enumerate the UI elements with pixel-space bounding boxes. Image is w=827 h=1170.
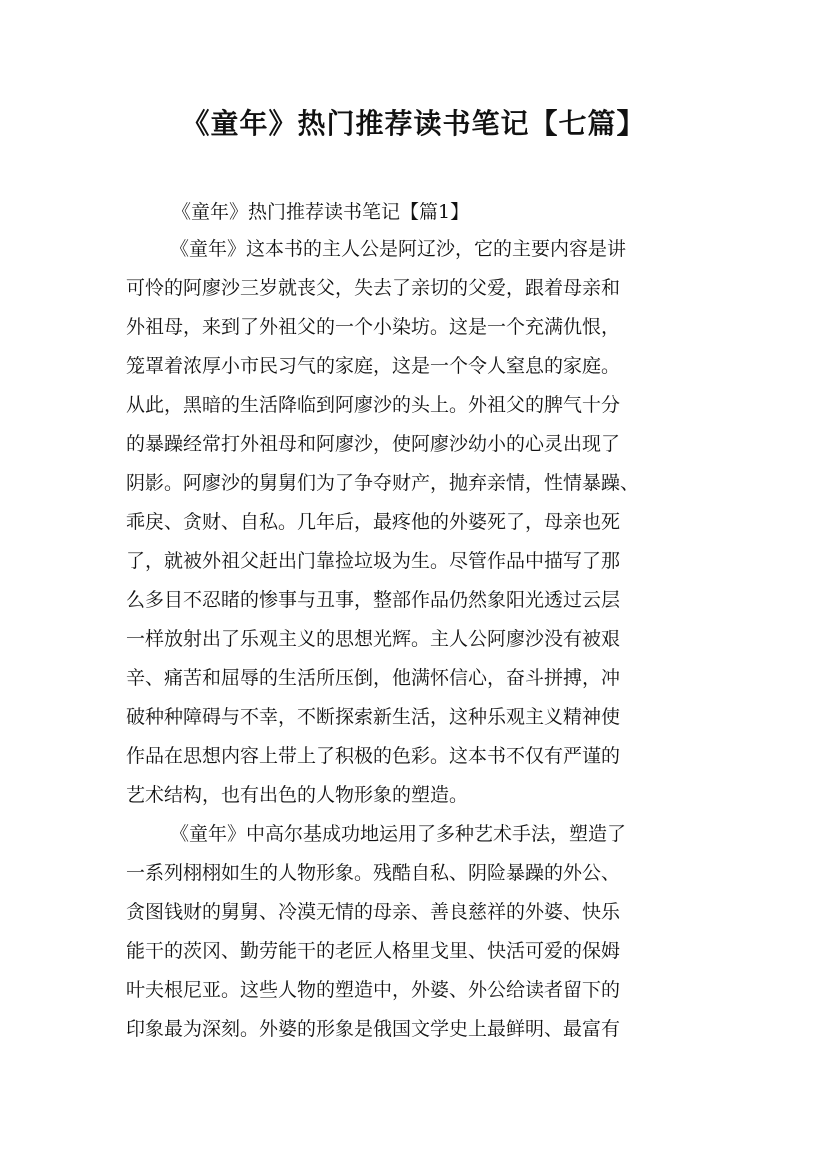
paragraph-line: 能干的茨冈、勤劳能干的老匠人格里戈里、快活可爱的保姆 [126, 940, 621, 962]
paragraph-line: 《童年》中高尔基成功地运用了多种艺术手法，塑造了 [170, 823, 627, 845]
paragraph-line: 一系列栩栩如生的人物形象。残酷自私、阴险暴躁的外公、 [126, 862, 621, 884]
paragraph-line: 可怜的阿廖沙三岁就丧父，失去了亲切的父爱，跟着母亲和 [126, 277, 621, 299]
paragraph-line: 《童年》这本书的主人公是阿辽沙，它的主要内容是讲 [170, 238, 627, 260]
paragraph-line: 作品在思想内容上带上了积极的色彩。这本书不仅有严谨的 [126, 745, 621, 767]
paragraph-line: 印象最为深刻。外婆的形象是俄国文学史上最鲜明、最富有 [126, 1018, 621, 1040]
document-title: 《童年》热门推荐读书笔记【七篇】 [181, 107, 646, 140]
paragraph-line: 辛、痛苦和屈辱的生活所压倒，他满怀信心，奋斗拼搏，冲 [126, 667, 621, 689]
section-heading: 《童年》热门推荐读书笔记【篇1】 [172, 201, 470, 223]
paragraph-1 [126, 230, 716, 815]
paragraph-line: 一样放射出了乐观主义的思想光辉。主人公阿廖沙没有被艰 [126, 628, 621, 650]
document-body [126, 230, 716, 1049]
paragraph-line: 从此，黑暗的生活降临到阿廖沙的头上。外祖父的脾气十分 [126, 394, 621, 416]
paragraph-line: 了，就被外祖父赶出门靠捡垃圾为生。尽管作品中描写了那 [126, 550, 621, 572]
paragraph-line: 艺术结构，也有出色的人物形象的塑造。 [126, 784, 469, 806]
paragraph-line: 的暴躁经常打外祖母和阿廖沙，使阿廖沙幼小的心灵出现了 [126, 433, 621, 455]
paragraph-line: 阴影。阿廖沙的舅舅们为了争夺财产，抛弃亲情，性情暴躁、 [126, 472, 640, 494]
paragraph-line: 外祖母，来到了外祖父的一个小染坊。这是一个充满仇恨， [126, 316, 621, 338]
paragraph-line: 乖戾、贪财、自私。几年后，最疼他的外婆死了，母亲也死 [126, 511, 621, 533]
paragraph-line: 么多目不忍睹的惨事与丑事，整部作品仍然象阳光透过云层 [126, 589, 621, 611]
paragraph-2 [126, 815, 716, 1049]
paragraph-line: 破种种障碍与不幸，不断探索新生活，这种乐观主义精神使 [126, 706, 621, 728]
paragraph-line: 贪图钱财的舅舅、冷漠无情的母亲、善良慈祥的外婆、快乐 [126, 901, 621, 923]
paragraph-line: 叶夫根尼亚。这些人物的塑造中，外婆、外公给读者留下的 [126, 979, 621, 1001]
paragraph-line: 笼罩着浓厚小市民习气的家庭，这是一个令人窒息的家庭。 [126, 355, 621, 377]
